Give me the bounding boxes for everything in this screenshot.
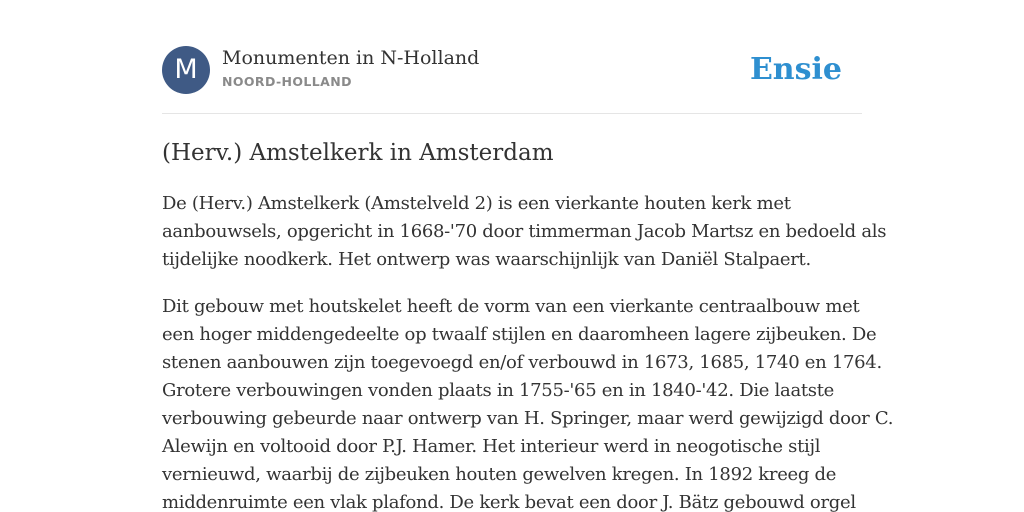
text-line: tijdelijke noodkerk. Het ontwerp was waarschijnlijk van Daniël Stalpaert.	[162, 249, 811, 270]
text-line: Grotere verbouwingen vonden plaats in 1755-'65 en in 1840-'42. Die laatste	[162, 380, 835, 401]
text-line: aanbouwsels, opgericht in 1668-'70 door timmerman Jacob Martsz en bedoeld als	[162, 221, 887, 242]
text-line: verbouwing gebeurde naar ontwerp van H. Springer, maar werd gewijzigd door C.	[162, 408, 894, 429]
article-body	[162, 190, 894, 512]
text-line: vernieuwd, waarbij de zijbeuken houten gewelven kregen. In 1892 kreeg de	[162, 464, 837, 485]
text-line: stenen aanbouwen zijn toegevoegd en/of verbouwd in 1673, 1685, 1740 en 1764.	[162, 352, 882, 373]
ensie-logo[interactable]: Ensie	[749, 52, 842, 87]
publication-title[interactable]: Monumenten in N-Holland	[222, 47, 480, 69]
article-title: (Herv.) Amstelkerk in Amsterdam	[162, 140, 554, 166]
publication-header	[162, 46, 862, 96]
article-paragraph	[162, 190, 887, 274]
text-line: De (Herv.) Amstelkerk (Amstelveld 2) is een vierkante houten kerk met	[162, 193, 791, 214]
text-line: een hoger middengedeelte op twaalf stijlen en daaromheen lagere zijbeuken. De	[162, 324, 877, 345]
article-paragraph	[162, 293, 894, 512]
header-divider	[162, 113, 862, 114]
text-line: Dit gebouw met houtskelet heeft de vorm van een vierkante centraalbouw met	[162, 296, 860, 317]
text-line: middenruimte een vlak plafond. De kerk bevat een door J. Bätz gebouwd orgel	[162, 492, 856, 512]
publication-avatar[interactable]: M	[162, 46, 210, 94]
text-line: Alewijn en voltooid door P.J. Hamer. Het interieur werd in neogotische stijl	[162, 436, 821, 457]
publication-region[interactable]: NOORD-HOLLAND	[222, 74, 352, 89]
